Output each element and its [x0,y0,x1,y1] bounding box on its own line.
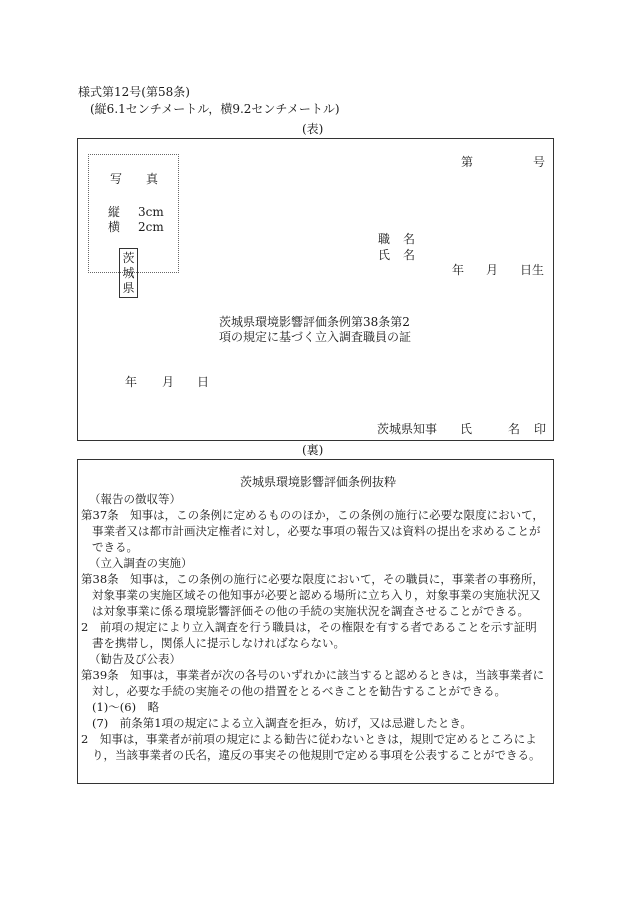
section-heading: （勧告及び公表） [89,652,181,666]
article-line: (1)～(6) 略 [92,700,160,714]
back-title: 茨城県環境影響評価条例抜粋 [240,475,397,489]
article-line: (7) 前条第1項の規定による立入調査を拒み，妨げ，又は忌避したとき。 [92,716,472,730]
number-prefix: 第 [461,155,474,169]
section-heading: （報告の徴収等） [89,492,181,506]
issue-day: 日 [197,375,210,389]
photo-height-value: 3cm [138,205,164,219]
article-line: 書を携帯し，関係人に提示しなければならない。 [92,636,345,650]
prefecture-seal [119,248,138,298]
section-heading: （立入調査の実施） [89,556,193,570]
article-line: 2 知事は，事業者が前項の規定による勧告に従わないときは，規則で定めるところによ [81,732,537,746]
issue-month: 月 [162,375,175,389]
form-number: 様式第12号(第58条) [78,85,190,99]
front-label: (表) [302,122,324,136]
certificate-line-2: 項の規定に基づく立入調査職員の証 [219,330,412,344]
birth-year: 年 [452,263,465,277]
birth-month: 月 [486,263,499,277]
issuer: 茨城県知事 [377,422,438,436]
issuer-name-b: 名 [508,422,521,436]
name-label-a: 氏 [378,248,391,262]
name-label-b: 名 [403,248,416,262]
photo-height-label: 縦 [108,205,121,219]
article-line: は対象事業に係る環境影響評価その他の手続の実施状況を調査させることができる。 [92,604,529,618]
article-line: 第38条 知事は，この条例の施行に必要な限度において，その職員に，事業者の事務所， [81,572,544,586]
article-line: 対し，必要な手続の実施その他の措置をとるべきことを勧告することができる。 [92,684,506,698]
job-title-label-b: 名 [403,232,416,246]
seal-char: 県 [122,281,135,295]
article-line: 事業者又は都市計画決定権者に対し，必要な事項の報告又は資料の提出を求めることが [92,524,541,538]
birth-day: 日生 [520,263,545,277]
seal-char: 茨 [122,251,135,265]
photo-title-b: 真 [146,172,159,186]
photo-width-label: 横 [108,220,121,234]
photo-width-value: 2cm [138,220,164,234]
article-line: できる。 [92,540,138,554]
number-suffix: 号 [533,155,546,169]
size-note: (縦6.1センチメートル，横9.2センチメートル) [90,102,340,116]
issue-year: 年 [125,375,138,389]
issuer-name-a: 氏 [460,422,473,436]
article-line: 対象事業の実施区域その他知事が必要と認める場所に立ち入り，対象事業の実施状況又 [92,588,541,602]
photo-title-a: 写 [110,172,123,186]
article-line: 2 前項の規定により立入調査を行う職員は，その権限を有する者であることを示す証明 [81,620,537,634]
issuer-seal: 印 [534,422,547,436]
article-line: り，当該事業者の氏名，違反の事実その他規則で定める事項を公表することができる。 [92,748,541,762]
certificate-line-1: 茨城県環境影響評価条例第38条第2 [219,315,410,329]
seal-char: 城 [122,266,135,280]
back-label: (裏) [302,443,324,457]
job-title-label-a: 職 [378,232,391,246]
article-line: 第37条 知事は，この条例に定めるもののほか，この条例の施行に必要な限度において， [81,508,544,522]
article-line: 第39条 知事は，事業者が次の各号のいずれかに該当すると認めるときは，当該事業者に [81,668,545,682]
